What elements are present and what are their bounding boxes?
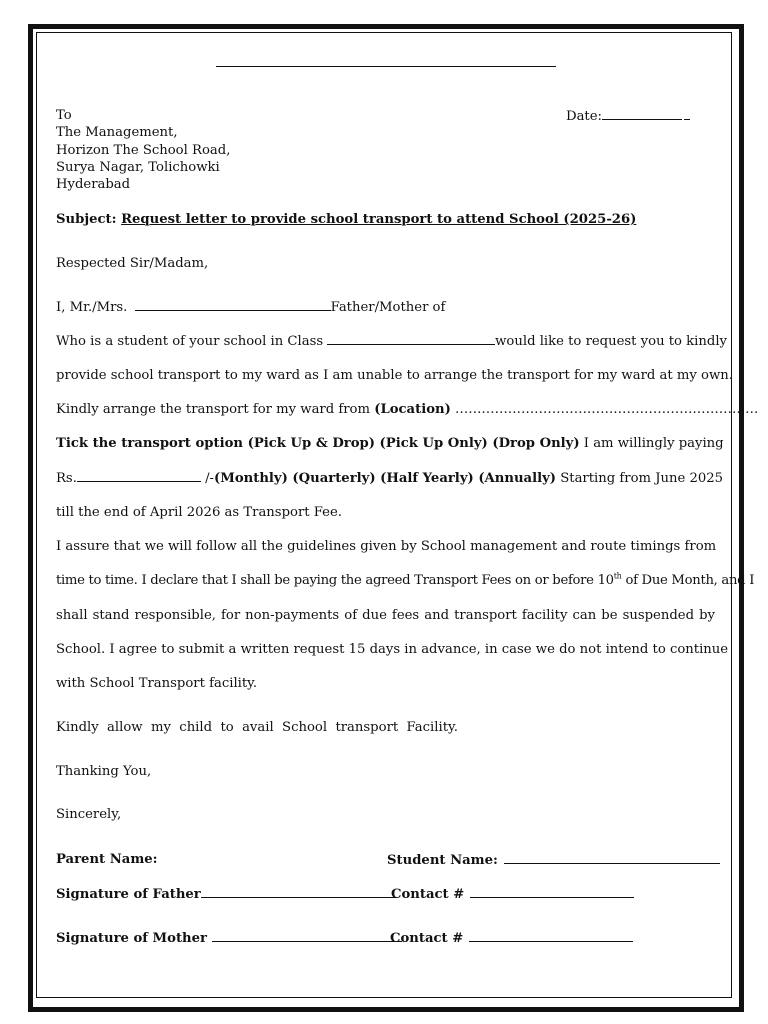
- mother-signature-blank: [212, 929, 402, 942]
- rs-label: Rs.: [56, 471, 77, 486]
- request-text: would like to request you to kindly: [495, 334, 727, 349]
- ordinal-superscript: th: [613, 571, 622, 581]
- father-signature-field: [56, 885, 397, 903]
- body-line-1: [56, 298, 445, 316]
- date-field: [566, 107, 690, 125]
- student-name-field: [387, 851, 720, 869]
- address-line-3: Surya Nagar, Tolichowki: [56, 160, 220, 175]
- willingly-paying-text: I am willingly paying: [583, 436, 724, 451]
- allow-child-text: Kindly allow my child to avail School transport Facility.: [56, 720, 458, 735]
- address-line-2: Horizon The School Road,: [56, 143, 231, 158]
- location-label: (Location): [374, 402, 451, 417]
- transport-option-text: Tick the transport option (Pick Up & Drop) (Pick Up Only) (Drop Only): [56, 436, 580, 451]
- student-name-label: Student Name:: [387, 853, 498, 868]
- father-signature-label: Signature of Father: [56, 887, 201, 902]
- subject-text: Request letter to provide school transport to attend School (2025-26): [121, 212, 637, 227]
- location-text: Kindly arrange the transport for my ward from: [56, 402, 371, 417]
- father-contact-field: [391, 885, 634, 903]
- class-blank: [327, 332, 495, 345]
- student-name-blank: [504, 851, 720, 864]
- father-contact-blank: [470, 885, 634, 898]
- mother-contact-label: Contact #: [390, 931, 464, 946]
- body-line-6: [56, 469, 724, 487]
- address-line-1: The Management,: [56, 125, 178, 140]
- title-blank-line: [216, 66, 556, 67]
- para2-line-1: I assure that we will follow all the guidelines given by School management and route timings from: [56, 539, 717, 554]
- body-line-5: [56, 435, 724, 452]
- salutation: Respected Sir/Madam,: [56, 256, 209, 271]
- address-line-4: Hyderabad: [56, 177, 131, 192]
- frequency-options: (Monthly) (Quarterly) (Half Yearly) (Annually): [214, 471, 557, 486]
- thanking-you: Thanking You,: [56, 764, 152, 779]
- father-contact-label: Contact #: [391, 887, 465, 902]
- mother-contact-field: [390, 929, 633, 947]
- subject-label: Subject:: [56, 212, 122, 227]
- date-label: Date:: [566, 109, 602, 124]
- date-blank: [602, 107, 682, 120]
- address-to: To: [56, 108, 72, 123]
- student-class-text: Who is a student of your school in Class: [56, 334, 324, 349]
- amount-blank: [77, 469, 201, 482]
- para2-line-3: shall stand responsible, for non-payments of due fees and transport facility can be suspended by: [56, 608, 715, 623]
- subject-line: [56, 211, 636, 228]
- father-mother-label: Father/Mother of: [330, 300, 446, 315]
- location-dots: ……………………………………………………………: [455, 402, 759, 417]
- parent-name-blank: [135, 298, 331, 311]
- para2-line-2: [56, 571, 755, 589]
- para2-line-4: School. I agree to submit a written request 15 days in advance, in case we do not intend to continue: [56, 642, 729, 657]
- body-line-3: provide school transport to my ward as I am unable to arrange the transport for my ward at my own.: [56, 368, 733, 383]
- father-signature-blank: [201, 885, 397, 898]
- parent-name-prefix: I, Mr./Mrs.: [56, 300, 128, 315]
- fee-declaration-text: time to time. I declare that I shall be paying the agreed Transport Fees on or before 10: [56, 573, 614, 588]
- body-line-7: till the end of April 2026 as Transport Fee.: [56, 505, 342, 520]
- mother-signature-field: [56, 929, 402, 947]
- mother-signature-label: Signature of Mother: [56, 931, 207, 946]
- body-line-4: [56, 401, 758, 418]
- parent-name-label: Parent Name:: [56, 852, 158, 867]
- body-line-2: [56, 332, 727, 350]
- mother-contact-blank: [469, 929, 633, 942]
- para2-line-5: with School Transport facility.: [56, 676, 258, 691]
- due-month-text: of Due Month, and I: [621, 573, 755, 588]
- start-date-text: Starting from June 2025: [560, 471, 724, 486]
- rs-suffix: /-: [205, 471, 214, 486]
- date-blank-tail: [684, 107, 690, 120]
- sincerely: Sincerely,: [56, 807, 122, 822]
